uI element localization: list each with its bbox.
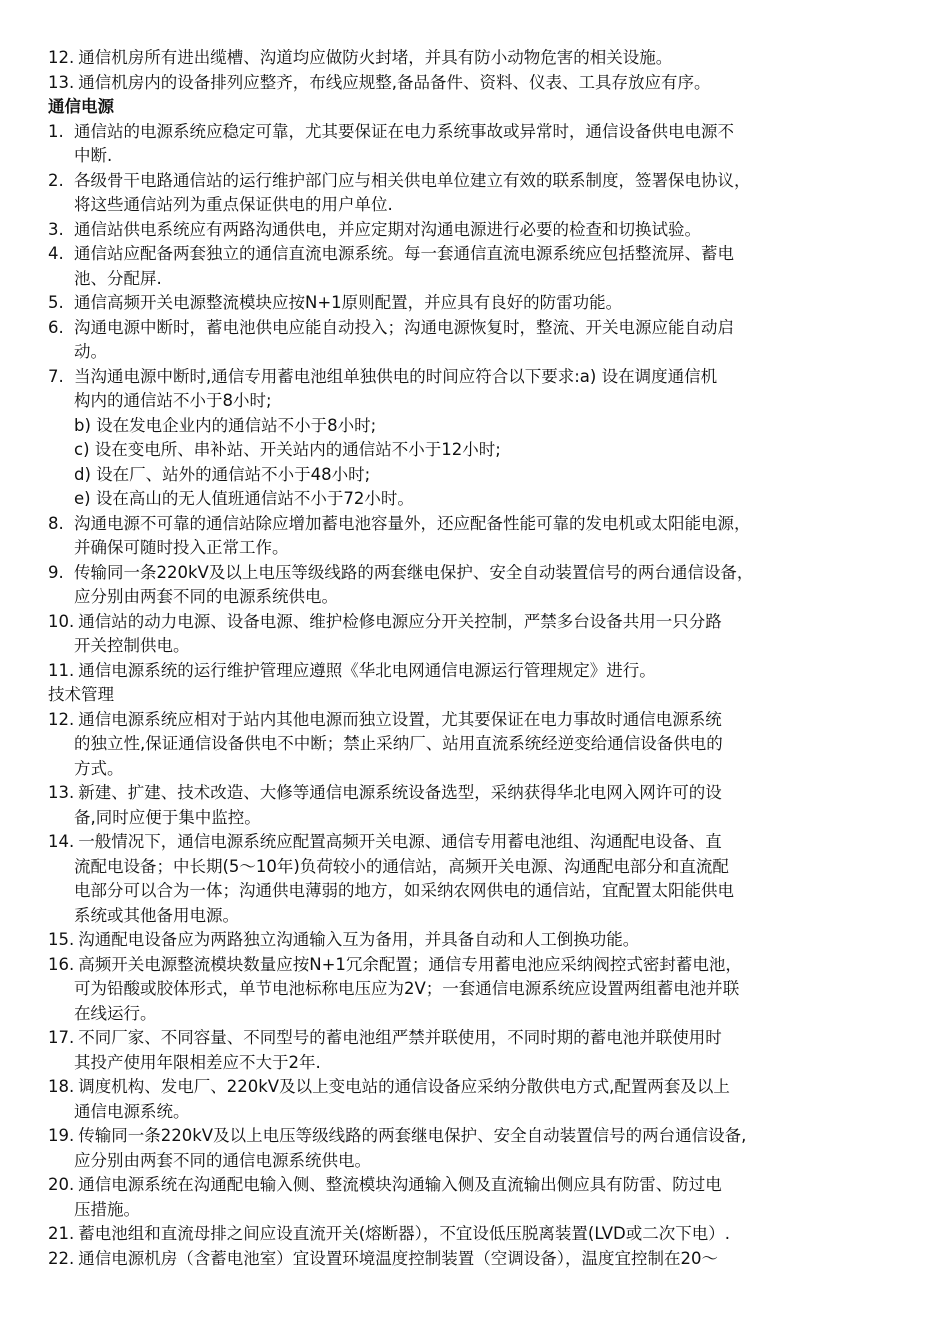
list-item-text: 沟通电源中断时，蓄电池供电应能自动投入；沟通电源恢复时，整流、开关电源应能自动启 [74,317,734,337]
list-item-continuation [48,144,916,169]
list-item-continuation [48,193,916,218]
list-item-continuation [48,340,916,365]
list-item-number: 10. [48,611,75,631]
list-item-continuation [48,1149,916,1174]
list-item [48,1026,916,1051]
list-item-number: 8. [48,513,64,533]
list-item-number: 21. [48,1224,75,1243]
list-item-text: 池、分配屏. [74,268,162,288]
list-item-text: 应分别由两套不同的通信电源系统供电。 [74,1150,371,1170]
list-item [48,1075,916,1100]
list-item-number: 4. [48,244,64,263]
list-item [48,169,916,194]
list-item [48,953,916,978]
list-item-text: 蓄电池组和直流母排之间应设直流开关(熔断器），不宜设低压脱离装置(LVD或二次下电）. [78,1224,730,1243]
list-item-text: 中断. [74,146,113,165]
list-item [48,610,916,635]
list-item-continuation [48,806,916,831]
section-heading: 技术管理 [48,685,114,704]
list-item-number: 3. [48,219,64,239]
list-item-text: 通信电源系统在沟通配电输入侧、整流模块沟通输入侧及直流输出侧应具有防雷、防过电 [78,1175,722,1194]
list-item-continuation [48,732,916,757]
list-item-text: 通信机房所有进出缆槽、沟道均应做防火封堵，并具有防小动物危害的相关设施。 [78,48,673,67]
list-item [48,1247,916,1272]
list-item-continuation [48,536,916,561]
list-item-number: 18. [48,1077,75,1096]
list-item-text: 通信电源系统。 [74,1101,190,1121]
list-item-text: 构内的通信站不小于8小时; [74,391,272,410]
list-item-text: 通信电源系统的运行维护管理应遵照《华北电网通信电源运行管理规定》进行。 [78,660,656,680]
list-item [48,242,916,267]
list-item-number: 12. [48,48,75,67]
list-item [48,46,916,71]
list-item-continuation [48,634,916,659]
list-item [48,365,916,390]
list-item-number: 15. [48,930,75,949]
list-item-number: 13. [48,783,75,802]
list-item-number: 9. [48,562,64,582]
list-item-number: 16. [48,954,75,974]
list-item-text: 备,同时应便于集中监控。 [74,807,261,827]
list-item-text: 动。 [74,342,107,361]
list-item [48,218,916,243]
list-item [48,659,916,684]
list-item-continuation [48,1198,916,1223]
list-item-text: 通信电源系统应相对于站内其他电源而独立设置，尤其要保证在电力事故时通信电源系统 [78,709,722,729]
sub-list-item: c) 设在变电所、串补站、开关站内的通信站不小于12小时; [74,440,501,459]
list-item-text: 通信站应配备两套独立的通信直流电源系统。每一套通信直流电源系统应包括整流屏、蓄电 [74,244,734,263]
list-item-text: 应分别由两套不同的电源系统供电。 [74,587,338,606]
sub-list-item: e) 设在高山的无人值班通信站不小于72小时。 [74,489,414,508]
list-item-continuation [48,879,916,904]
list-item-continuation [48,267,916,292]
list-item-text: 其投产使用年限相差应不大于2年. [74,1052,321,1072]
list-item-text: 传输同一条220kV及以上电压等级线路的两套继电保护、安全自动装置信号的两台通信设备, [78,1126,747,1145]
list-item [48,1173,916,1198]
list-item-text: 沟通配电设备应为两路独立沟通输入互为备用，并具备自动和人工倒换功能。 [78,930,640,949]
list-item-continuation [48,757,916,782]
section-heading: 通信电源 [48,97,114,116]
list-item-number: 14. [48,832,75,851]
list-item-text: 不同厂家、不同容量、不同型号的蓄电池组严禁并联使用，不同时期的蓄电池并联使用时 [78,1028,722,1047]
list-item [48,830,916,855]
list-item-text: 并确保可随时投入正常工作。 [74,538,289,557]
list-item [48,291,916,316]
list-item-text: 在线运行。 [74,1003,157,1023]
list-item-text: 的独立性,保证通信设备供电不中断；禁止采纳厂、站用直流系统经逆变给通信设备供电的 [74,734,723,753]
list-item [48,71,916,96]
list-item-number: 17. [48,1028,75,1047]
list-item-text: 各级骨干电路通信站的运行维护部门应与相关供电单位建立有效的联系制度，签署保电协议， [74,170,751,190]
list-item [48,1222,916,1247]
list-item-text: 电部分可以合为一体；沟通供电薄弱的地方，如采纳农网供电的通信站，宜配置太阳能供电 [74,881,734,900]
list-item-number: 6. [48,317,64,337]
list-item [48,1124,916,1149]
list-item-text: 新建、扩建、技术改造、大修等通信电源系统设备选型，采纳获得华北电网入网许可的设 [78,783,722,802]
sub-list-item: d) 设在厂、站外的通信站不小于48小时; [74,464,371,484]
list-item-text: 通信高频开关电源整流模块应按N+1原则配置，并应具有良好的防雷功能。 [74,293,623,312]
list-item-continuation [48,1100,916,1125]
list-item-number: 7. [48,366,64,386]
list-item-number: 20. [48,1175,75,1194]
list-item-number: 13. [48,72,75,92]
list-item-number: 5. [48,293,64,312]
list-item [48,316,916,341]
list-item-text: 系统或其他备用电源。 [74,905,239,925]
list-item-text: 通信站的电源系统应稳定可靠，尤其要保证在电力系统事故或异常时，通信设备供电电源不 [74,121,734,141]
list-item-text: 可为铅酸或胶体形式，单节电池标称电压应为2V；一套通信电源系统应设置两组蓄电池并联 [74,979,740,998]
list-item-text: 通信站供电系统应有两路沟通供电，并应定期对沟通电源进行必要的检查和切换试验。 [74,219,701,239]
list-item-text: 一般情况下，通信电源系统应配置高频开关电源、通信专用蓄电池组、沟通配电设备、直 [78,832,722,851]
list-item-number: 2. [48,170,64,190]
list-item-continuation [48,1051,916,1076]
list-item-text: 压措施。 [74,1199,140,1219]
list-item-number: 11. [48,660,75,680]
list-item-number: 19. [48,1126,75,1145]
list-item [48,561,916,586]
list-item-continuation [48,855,916,880]
list-item-number: 12. [48,709,75,729]
list-item-text: 流配电设备；中长期(5～10年)负荷较小的通信站，高频开关电源、沟通配电部分和直流配 [74,856,729,876]
list-item-number: 1. [48,121,64,141]
list-item-number: 22. [48,1248,75,1268]
list-item-continuation [48,585,916,610]
list-item-continuation [48,904,916,929]
list-item-text: 通信机房内的设备排列应整齐，布线应规整,备品备件、资料、仪表、工具存放应有序。 [78,72,711,92]
list-item [48,928,916,953]
sub-list-item: b) 设在发电企业内的通信站不小于8小时; [74,415,377,435]
list-item [48,512,916,537]
list-item-continuation [48,977,916,1002]
list-item-text: 通信电源机房（含蓄电池室）宜设置环境温度控制装置（空调设备），温度宜控制在20～ [78,1248,718,1268]
list-item-continuation [48,1002,916,1027]
list-item-text: 通信站的动力电源、设备电源、维护检修电源应分开关控制，严禁多台设备共用一只分路 [78,611,722,631]
list-item-text: 方式。 [74,758,124,778]
list-item [48,120,916,145]
list-item-text: 调度机构、发电厂、220kV及以上变电站的通信设备应采纳分散供电方式,配置两套及以上 [78,1077,730,1096]
list-item [48,781,916,806]
list-item-continuation [48,389,916,414]
list-item-text: 将这些通信站列为重点保证供电的用户单位. [74,195,393,214]
list-item [48,708,916,733]
list-item-text: 开关控制供电。 [74,636,190,655]
list-item-text: 传输同一条220kV及以上电压等级线路的两套继电保护、安全自动装置信号的两台通信设备， [74,562,754,582]
list-item-text: 高频开关电源整流模块数量应按N+1冗余配置；通信专用蓄电池应采纳阀控式密封蓄电池， [78,954,742,974]
list-item-text: 当沟通电源中断时,通信专用蓄电池组单独供电的时间应符合以下要求:a) 设在调度通信机 [74,366,718,386]
list-item-text: 沟通电源不可靠的通信站除应增加蓄电池容量外，还应配备性能可靠的发电机或太阳能电源， [74,513,751,533]
